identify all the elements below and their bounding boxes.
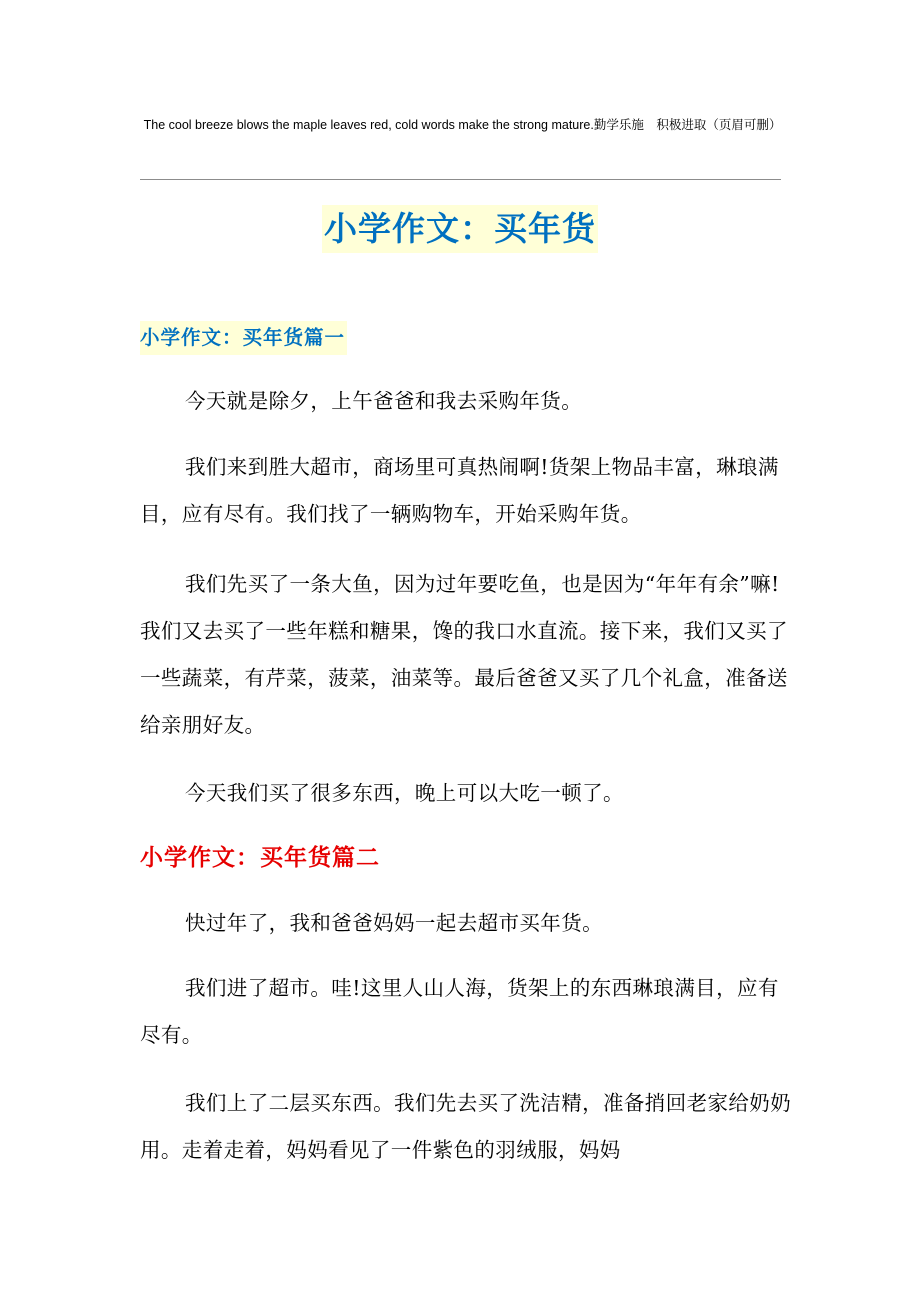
section2-paragraph-3: 我们上了二层买东西。我们先去买了洗洁精，准备捎回老家给奶奶用。走着走着，妈妈看见了一件紫色的羽绒服，妈妈 — [140, 1091, 792, 1162]
section1-paragraph-1: 今天就是除夕，上午爸爸和我去采购年货。 — [185, 389, 583, 413]
section2-heading: 小学作文：买年货篇二 — [140, 844, 380, 871]
section1-paragraph-4: 今天我们买了很多东西，晚上可以大吃一顿了。 — [185, 781, 624, 805]
page-header: The cool breeze blows the maple leaves red, cold words make the strong mature.勤学乐施 积极进取（页眉可删） — [143, 118, 782, 132]
document-title: 小学作文：买年货 — [322, 205, 598, 253]
section1-paragraph-2: 我们来到胜大超市，商场里可真热闹啊!货架上物品丰富，琳琅满目，应有尽有。我们找了一辆购物车，开始采购年货。 — [140, 455, 779, 526]
section1-paragraph-3: 我们先买了一条大鱼，因为过年要吃鱼，也是因为“年年有余”嘛!我们又去买了一些年糕和糖果，馋的我口水直流。接下来，我们又买了一些蔬菜，有芹菜，菠菜，油菜等。最后爸爸又买了几个礼盒，准备送给亲朋好友。 — [140, 572, 788, 737]
title-container — [0, 205, 920, 253]
section2-paragraph-1: 快过年了，我和爸爸妈妈一起去超市买年货。 — [185, 911, 603, 935]
section1-heading: 小学作文：买年货篇一 — [140, 321, 347, 355]
section2-paragraph-2: 我们进了超市。哇!这里人山人海，货架上的东西琳琅满目，应有尽有。 — [140, 976, 779, 1047]
header-divider — [140, 179, 781, 180]
